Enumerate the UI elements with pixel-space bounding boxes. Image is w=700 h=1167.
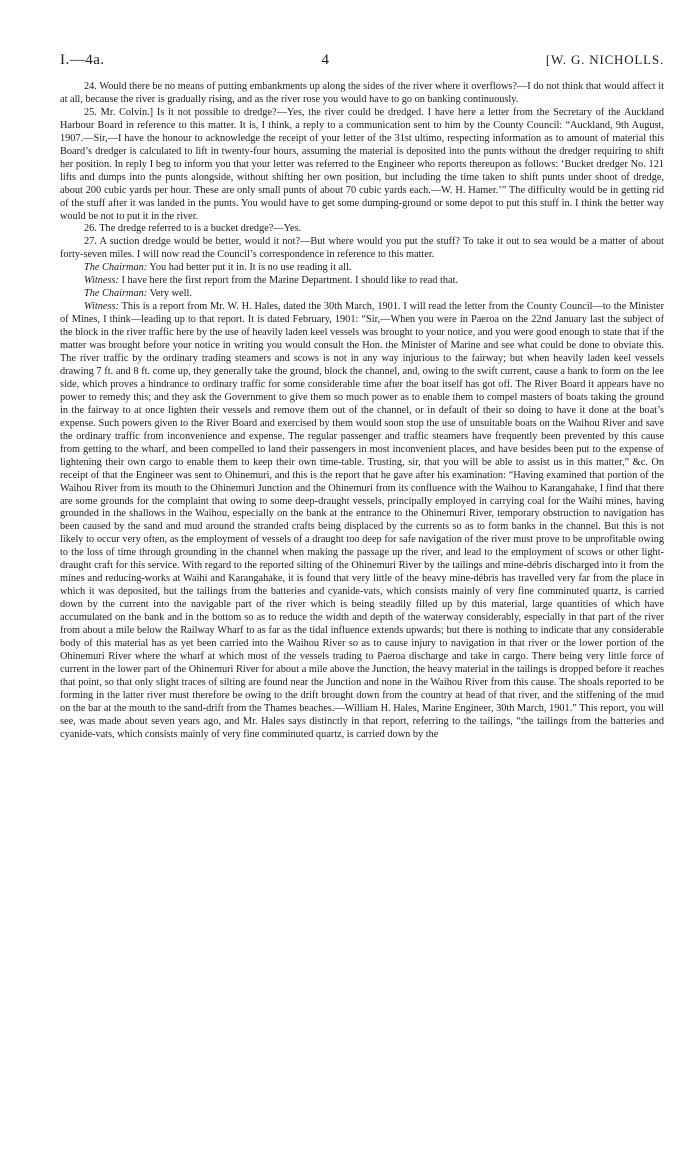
paragraph bbox=[60, 236, 664, 262]
paragraph-text: This is a report from Mr. W. H. Hales, dated the 30th March, 1901. I will read the letter from the County Council—to the Minister of Mines, I think—leading up to that report. It is dated February, 1901: “Sir,—When you were in Paeroa on the 22nd January last the subject of the block in the river traffic here by the use of heavily laden keel vessels was brought to your notice, and you were good enough to state that if the matter was brought before your notice in writing you would consult the Hon. the Minister of Marine and see what could be done to obviate this. The river traffic by the ordinary trading steamers and scows is not in any way injurious to the fairway; but when heavily laden keel vessels drawing 7 ft. and 8 ft. come up, they generally take the ground, block the channel, and, owing to the swift current, cause a bank to form on the lee side, which proves a hindrance to ordinary traffic for some considerable time after the boat itself has got off. The River Board it appears have no power to remedy this; and they ask the Government to give them so much power as to enable them to compel masters of boats taking the ground in the fairway to at once lighten their vessels and remove them out of the channel, or in default of their so doing to have it done at the boat’s expense. Such powers given to the River Board and exercised by them would soon stop the use of unsuitable boats on the Waihou River and save the ordinary traffic from inconvenience and expense. The regular passenger and traffic steamers have frequently been prevented by this cause from getting to the wharf, and been compelled to land their passengers in most inconvenient places, and have besides been put to the expense of lightening their own cargo to enable them to keep their own time-table. Trusting, sir, that you will be able to assist us in this matter,” &c. On receipt of that the Engineer was sent to Ohinemuri, and this is the report that he gave after his examination: “Having examined that portion of the Waihou River from its mouth to the Ohinemuri Junction and the Ohinemuri from its confluence with the Waihou to Karangahake, I find that there are some grounds for the complaint that owing to some deep-draught vessels, principally employed in carrying coal for the Waihi mines, having grounded in the shallows in the Waihou, especially on the bank at the entrance to the Ohinemuri River, temporary obstruction to navigation has been caused by the sand and mud around the stranded crafts being displaced by the currents so as to form banks in the channel. But this is not likely to occur very often, as the employment of vessels of a draught too deep for safe navigation of the river must prove to be unprofitable owing to the loss of time through grounding in the channel when making the passage up the river, and lead to the employment of scows or other light-draught craft for this service. With regard to the reported silting of the Ohinemuri River by the tailings and mine-débris discharged into it from the mines and reducing-works at Waihi and Karangahake, it is found that very little of the heavy mine-débris has travelled very far from the place in which it was deposited, but the tailings from the batteries and cyanide-vats, which consists mainly of very fine comminuted quartz, is carried down by the current into the navigable part of the river which is being steadily filled up by this material, large quantities of which have accumulated on the bank and in the bottom so as to reduce the width and depth of the waterway considerably, especially in that part of the river from about a mile below the Railway Wharf to as far as the tidal influence extends upwards; but there is nothing to indicate that any considerable body of this material has as yet been carried into the Waihou River so as to cause injury to navigation in that river or the lower portion of the Ohinemuri River where the wharf at which most of the vessels trading to Paeroa discharge and take in cargo. There being very little force of current in the lower part of the Ohinemuri River for about a mile above the Junction, the heavy material in the tailings is dropped before it reaches that point, so that only slight traces of silting are found near the Junction and none in the Waihou River from this cause. The shoals reported to be forming in the latter river must therefore be owing to the drift brought down from the country at head of that river, and the stiffening of the mud on the bar at the mouth to the sand-drift from the Thames beaches.—William H. Hales, Marine Engineer, 30th March, 1901.” This report, you will see, was made about seven years ago, and Mr. Hales says distinctly in that report, referring to the tailings, “the tailings from the batteries and cyanide-vats, which consists mainly of very fine comminuted quartz, is carried down by the bbox=[60, 301, 665, 740]
page-header bbox=[60, 52, 664, 69]
paragraph bbox=[60, 288, 664, 301]
paragraph-text: You had better put it in. It is no use reading it all. bbox=[149, 262, 352, 274]
paragraph-text: 24. Would there be no means of putting embankments up along the sides of the river where it overflows?—I do not think that would affect it at all, because the river is gradually rising, and as the river rose you would have to go on banking continuously. bbox=[60, 81, 664, 105]
document-body bbox=[60, 81, 664, 742]
paragraph-text: Very well. bbox=[149, 288, 192, 300]
witness-name: [W. G. NICHOLLS. bbox=[545, 52, 664, 67]
speaker-label: Witness: bbox=[84, 275, 119, 287]
document-page bbox=[60, 52, 664, 742]
paragraph-text: 26. The dredge referred to is a bucket dredge?—Yes. bbox=[84, 223, 302, 235]
paragraph-text: 27. A suction dredge would be better, would it not?—But where would you put the stuff? To take it out to sea would be a matter of about forty-seven miles. I will now read the Council’s correspondence in reference to this matter. bbox=[60, 236, 664, 261]
speaker-label: Witness: bbox=[84, 301, 119, 313]
speaker-label: The Chairman: bbox=[84, 262, 148, 274]
page-number: 4 bbox=[321, 52, 330, 68]
paragraph-text: I have here the first report from the Marine Department. I should like to read that. bbox=[121, 275, 459, 287]
speaker-label: The Chairman: bbox=[84, 288, 148, 300]
paragraph-text: 25. Mr. Colvin.] Is it not possible to dredge?—Yes, the river could be dredged. I have here a letter from the Secretary of the Auckland Harbour Board in reference to this matter. It is, I think, a reply to a communication sent to him by the County Council: “Auckland, 9th August, 1907.—Sir,—I have the honour to acknowledge the receipt of your letter of the 31st ultimo, respecting information as to amount of material this Board’s dredger is calculated to lift in twenty-four hours, assuming the material is deposited into the punts without the dredger requiring to shift her position. In reply I beg to inform you that your letter was referred to the Engineer who reports thereupon as follows: ‘Bucket dredger No. 121 lifts and dumps into the punts alongside, without shifting her own position, but including the time taken to shift punts under shoot of dredge, about 200 cubic yards per hour. These are only small punts of about 70 cubic yards each.—W. H. Hamer.’” The difficulty would be in getting rid of the stuff after it was landed in the punts. You would have to get some dumping-ground or some depot to put this stuff in. I think the better way would be not to put it in the river. bbox=[60, 106, 664, 222]
document-reference: I.—4a. bbox=[60, 52, 105, 68]
paragraph bbox=[60, 262, 664, 275]
paragraph bbox=[60, 301, 664, 741]
paragraph bbox=[60, 81, 664, 107]
paragraph bbox=[60, 275, 664, 288]
paragraph bbox=[60, 107, 664, 224]
paragraph bbox=[60, 223, 664, 236]
